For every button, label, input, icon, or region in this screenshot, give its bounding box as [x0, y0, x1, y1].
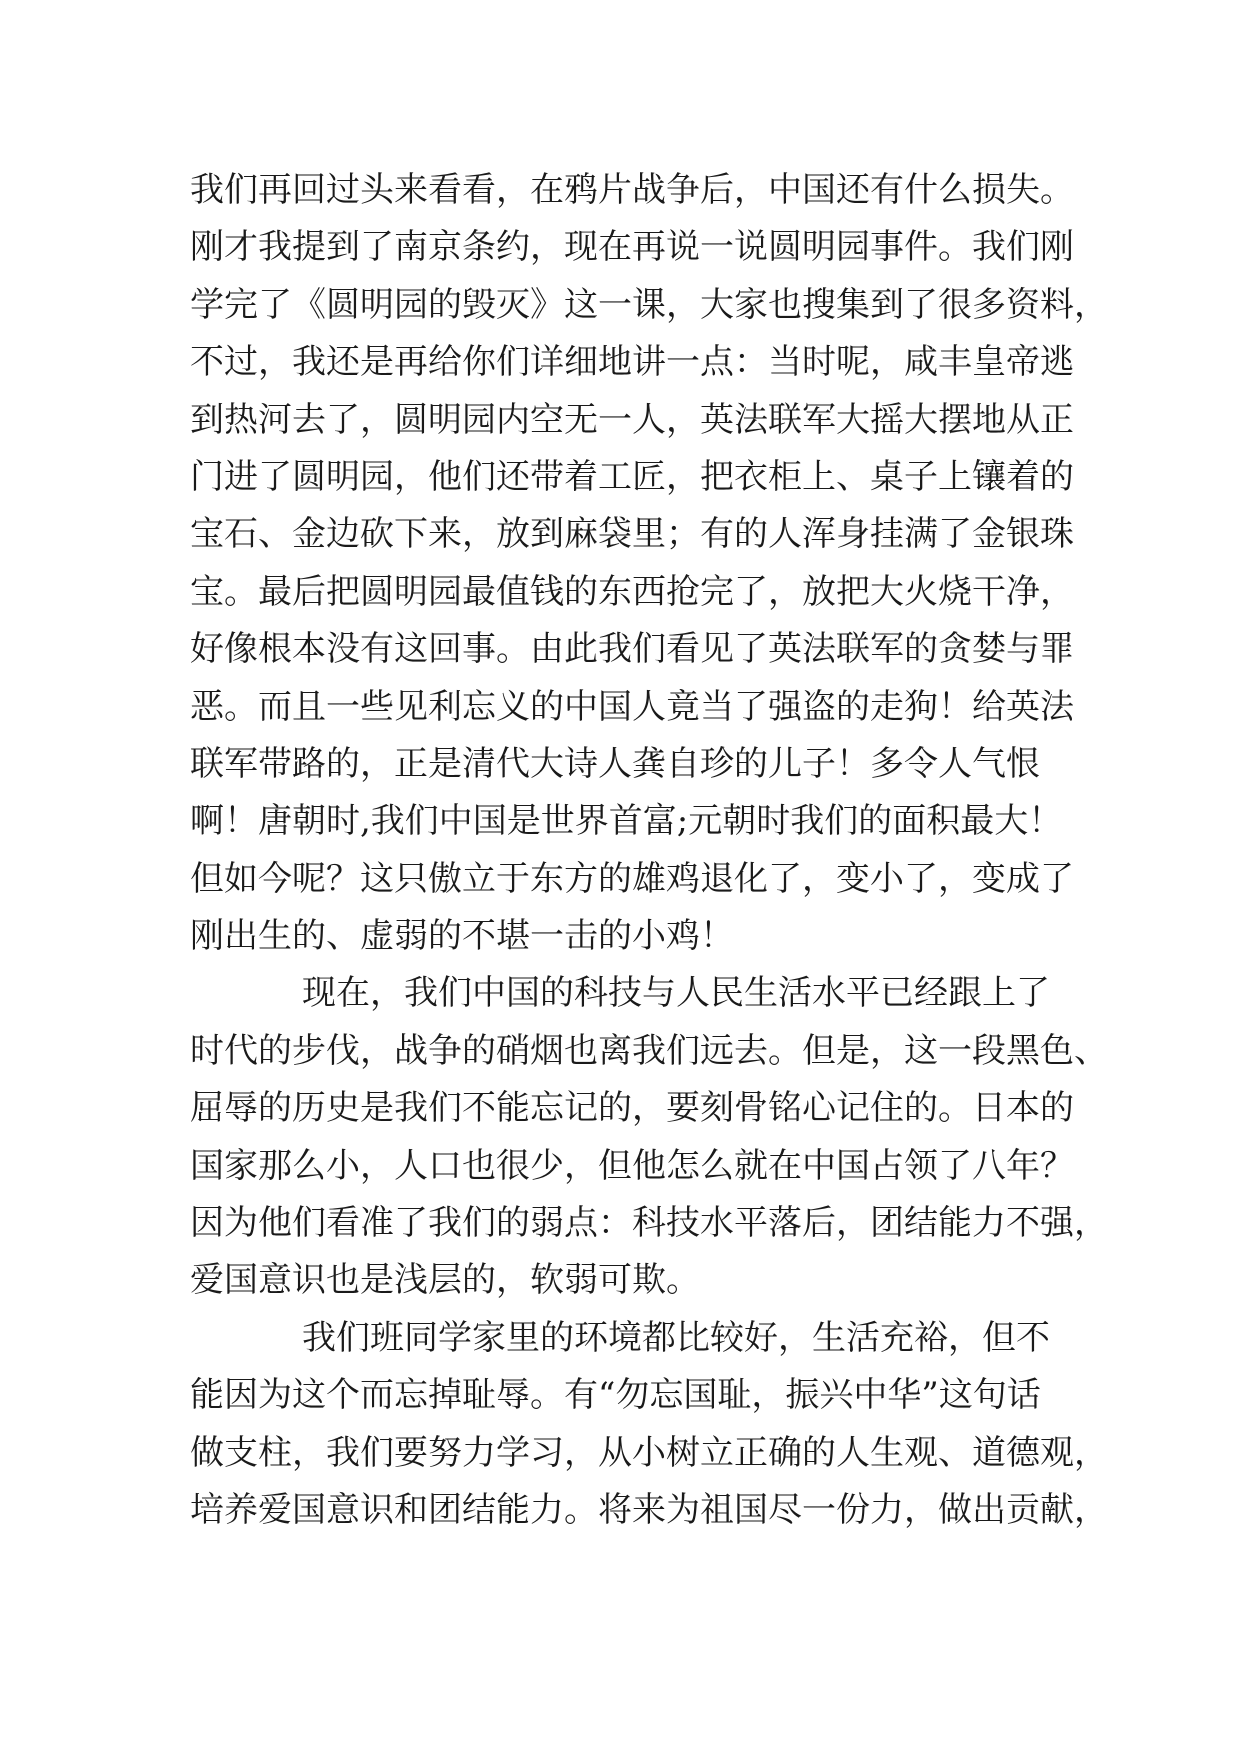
- text-line: 做支柱，我们要努力学习，从小树立正确的人生观、道德观，: [190, 1432, 1108, 1473]
- text-line: 能因为这个而忘掉耻辱。有“勿忘国耻，振兴中华”这句话: [190, 1375, 1041, 1416]
- text-line: 宝石、金边砍下来，放到麻袋里；有的人浑身挂满了金银珠: [190, 514, 1074, 555]
- text-line: 因为他们看准了我们的弱点：科技水平落后，团结能力不强，: [190, 1203, 1108, 1244]
- text-line: 但如今呢？这只傲立于东方的雄鸡退化了，变小了，变成了: [190, 858, 1074, 899]
- text-line: 恶。而且一些见利忘义的中国人竟当了强盗的走狗！给英法: [190, 686, 1074, 727]
- paragraph-first-line: 现在，我们中国的科技与人民生活水平已经跟上了: [302, 973, 1050, 1014]
- text-line: 时代的步伐，战争的硝烟也离我们远去。但是，这一段黑色、: [190, 1030, 1108, 1071]
- text-line: 啊！唐朝时,我们中国是世界首富;元朝时我们的面积最大！: [190, 801, 1063, 842]
- text-line: 屈辱的历史是我们不能忘记的，要刻骨铭心记住的。日本的: [190, 1088, 1074, 1129]
- text-line: 学完了《圆明园的毁灭》这一课，大家也搜集到了很多资料，: [190, 284, 1108, 325]
- text-line: 门进了圆明园，他们还带着工匠，把衣柜上、桌子上镶着的: [190, 456, 1074, 497]
- text-line: 培养爱国意识和团结能力。将来为祖国尽一份力，做出贡献，: [190, 1489, 1108, 1530]
- text-line: 好像根本没有这回事。由此我们看见了英法联军的贪婪与罪: [190, 629, 1074, 670]
- document-body-text: [190, 162, 1108, 1539]
- text-line: 刚出生的、虚弱的不堪一击的小鸡！: [190, 916, 734, 957]
- text-line: 宝。最后把圆明园最值钱的东西抢完了，放把大火烧干净，: [190, 571, 1074, 612]
- text-line: 不过，我还是再给你们详细地讲一点：当时呢，咸丰皇帝逃: [190, 342, 1074, 383]
- text-line: 到热河去了，圆明园内空无一人，英法联军大摇大摆地从正: [190, 399, 1074, 440]
- text-line: 爱国意识也是浅层的，软弱可欺。: [190, 1260, 700, 1301]
- text-line: 国家那么小，人口也很少，但他怎么就在中国占领了八年？: [190, 1145, 1074, 1186]
- text-line: 刚才我提到了南京条约，现在再说一说圆明园事件。我们刚: [190, 227, 1074, 268]
- text-line: 联军带路的，正是清代大诗人龚自珍的儿子！多令人气恨: [190, 743, 1040, 784]
- text-line: 我们再回过头来看看，在鸦片战争后，中国还有什么损失。: [190, 170, 1074, 210]
- paragraph-first-line: 我们班同学家里的环境都比较好，生活充裕，但不: [302, 1317, 1050, 1358]
